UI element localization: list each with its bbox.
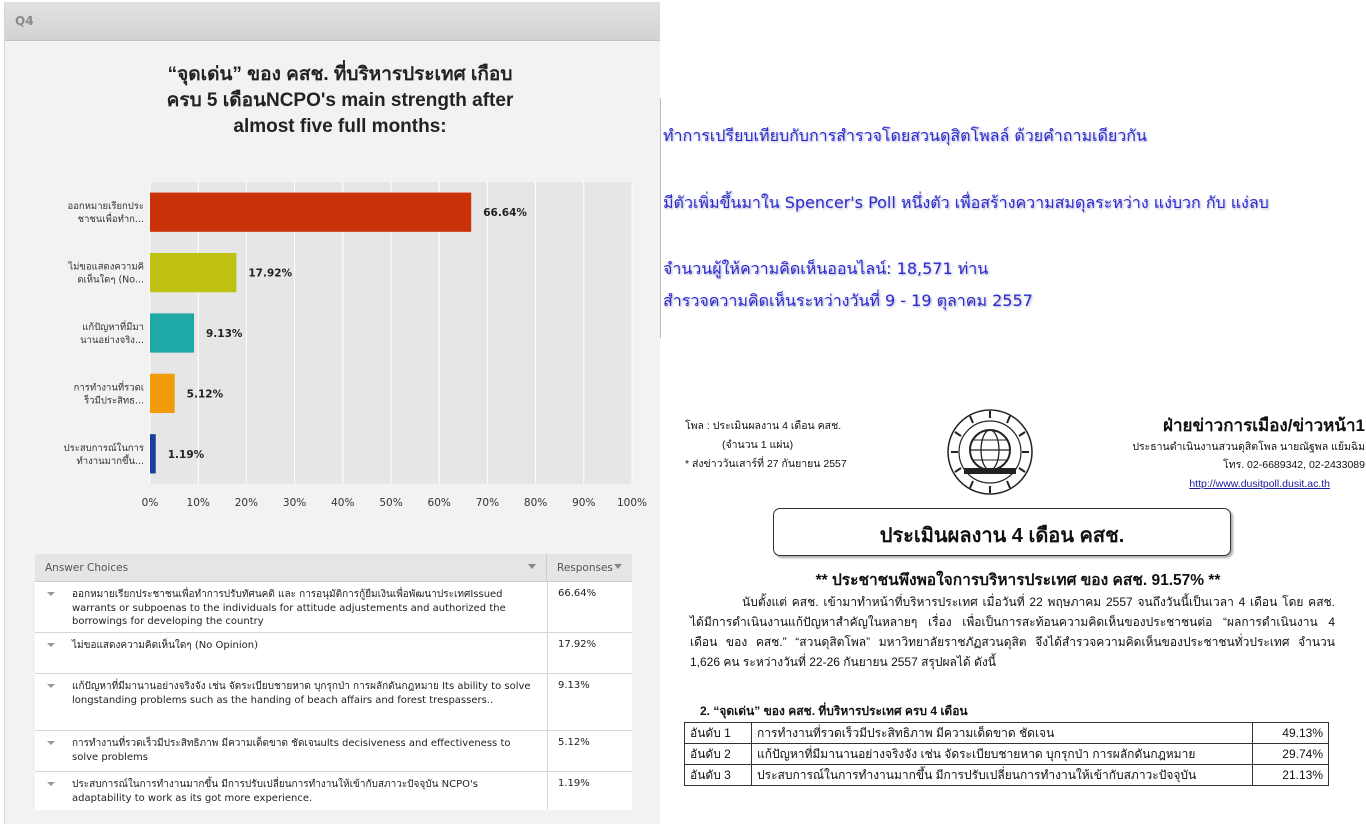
headline-box — [773, 508, 1231, 556]
chart-title — [115, 62, 565, 140]
x-tick-label: 80% — [523, 497, 548, 509]
category-label — [64, 442, 144, 467]
rank-label: อันดับ 1 — [685, 723, 752, 744]
table-row — [35, 633, 632, 674]
press-release-body: นับตั้งแต่ คสช. เข้ามาทำหน้าที่บริหารประเทศ เมื่อวันที่ 22 พฤษภาคม 2557 จนถึงวันนี้เป็นเวลา 4 เดือน โดย คสช. ได้มีการดำเนินงานแก้ปัญหาสำคัญในหลายๆ เรื่อง เพื่อเป็นการสะท้อนความคิดเห็นของประชาชนต่อ “ผลการดำเนินงาน 4 เดือน ของ คสช.” “สวนดุสิตโพล” มหาวิทยาลัยราชภัฏสวนดุสิต จึงได้สำรวจความคิดเห็นของประชาชนทั่วประเทศ จำนวน 1,626 คน ระหว่างวันที่ 22-26 กันยายน 2557 สรุปผลได้ ดังนี้ — [690, 595, 1335, 669]
department-title: ฝ่ายข่าวการเมือง/ข่าวหน้า1 — [1163, 416, 1365, 435]
data-label: 9.13% — [206, 328, 243, 340]
expand-row-icon[interactable] — [47, 643, 55, 647]
table-row — [685, 723, 1329, 744]
category-label-line: ออกหมายเรียกประ — [67, 201, 144, 213]
x-tick-label: 100% — [616, 497, 648, 509]
table-row — [35, 772, 632, 810]
bar-chart — [5, 172, 660, 517]
answer-table — [35, 554, 632, 810]
x-tick-label: 20% — [234, 497, 259, 509]
chart-title-line: ครบ 5 เดือนNCPO's main strength after — [166, 90, 514, 111]
answer-choice-text: ออกหมายเรียกประชาชนเพื่อทำการปรับทัศนคติ และ การอนุมัติการกู้ยืมเงินเพื่อพัฒนาประเทศIssued warrants or subpoenas to the individuals for attitude adjustements and authorized the borrowings for developing the country — [72, 589, 506, 627]
response-cell — [547, 731, 633, 771]
category-label — [80, 320, 144, 346]
chart-title-line: “จุดเด่น” ของ คสช. ที่บริหารประเทศ เกือบ — [167, 64, 513, 85]
category-label-line: ชาชนเพื่อทำก... — [77, 214, 144, 226]
responses-column-header[interactable] — [547, 554, 632, 581]
rank-label: อันดับ 3 — [685, 765, 752, 786]
expand-row-icon[interactable] — [47, 684, 55, 688]
chart-title-line: almost five full months: — [233, 116, 447, 137]
category-label — [74, 380, 144, 406]
bar — [150, 193, 471, 232]
poll-info-line: (จำนวน 1 แผ่น) — [722, 439, 794, 451]
answer-choice-text: แก้ปัญหาที่มีมานานอย่างจริงจัง เช่น จัดระเบียบชายหาด บุกรุกป่า การผลักดันกฎหมาย Its ability to solve longstanding problems such as the handing of beach affairs and forest trespassers.. — [72, 681, 531, 706]
data-label: 17.92% — [248, 267, 293, 280]
response-cell — [547, 772, 633, 810]
department-info — [1095, 414, 1365, 494]
answer-choice-text: ประสบการณ์ในการทำงานมากขึ้น มีการปรับเปลี่ยนการทำงานให้เข้ากับสภาวะปัจจุบัน NCPO's adaptability to work as its got more experience. — [72, 779, 478, 804]
comparison-line: จำนวนผู้ให้ความคิดเห็นออนไลน์: 18,571 ท่าน — [663, 259, 989, 278]
poll-info — [685, 417, 885, 474]
category-label-line: นานอย่างจริง... — [80, 335, 144, 346]
data-label: 1.19% — [167, 448, 205, 461]
data-label: 66.64% — [483, 207, 527, 220]
x-tick-label: 30% — [282, 497, 307, 509]
responses-header-label: Responses — [557, 562, 613, 574]
rank-label: อันดับ 2 — [685, 744, 752, 765]
rank-text: ประสบการณ์ในการทำงานมากขึ้น มีการปรับเปลี่ยนการทำงานให้เข้ากับสภาวะปัจจุบัน — [752, 765, 1253, 786]
comparison-notes — [660, 98, 1366, 338]
comparison-line: สำรวจความคิดเห็นระหว่างวันที่ 9 - 19 ตุลาคม 2557 — [663, 291, 1033, 310]
press-release — [670, 400, 1366, 824]
response-cell — [547, 582, 633, 632]
answer-choice-text: การทำงานที่รวดเร็วมีประสิทธิภาพ มีความเด็ดขาด ชัดเจนults decisiveness and effectiveness to solve problems — [72, 738, 511, 763]
response-cell — [547, 674, 633, 730]
comparison-line: มีตัวเพิ่มขึ้นมาใน Spencer's Poll หนึ่งตัว เพื่อสร้างความสมดุลระหว่าง แง่บวก กับ แง่ลบ — [663, 193, 1269, 212]
expand-row-icon[interactable] — [47, 741, 55, 745]
poll-info-line: โพล : ประเมินผลงาน 4 เดือน คสช. — [685, 420, 842, 432]
bar — [150, 253, 236, 292]
sort-down-icon[interactable] — [614, 564, 622, 569]
data-label: 5.12% — [186, 388, 224, 401]
category-label-line: ร็วมีประสิทธ... — [84, 395, 144, 407]
answer-table-header — [35, 554, 632, 582]
category-label-line: ทำงานมากขึ้น... — [76, 455, 144, 467]
department-phone: โทร. 02-6689342, 02-2433089 — [1223, 459, 1365, 471]
website-link[interactable]: http://www.dusitpoll.dusit.ac.th — [1189, 478, 1330, 490]
response-value: 17.92% — [558, 639, 597, 650]
table-row — [685, 744, 1329, 765]
comparison-line: ทำการเปรียบเทียบกับการสำรวจโดยสวนดุสิตโพลล์ ด้วยคำถามเดียวกัน — [663, 126, 1147, 145]
table-row — [685, 765, 1329, 786]
department-director: ประธานดำเนินงานสวนดุสิตโพล นายณัฐพล แย้มฉิม — [1132, 441, 1365, 453]
rank-value: 21.13% — [1253, 765, 1329, 786]
headline: ประเมินผลงาน 4 เดือน คสช. — [879, 525, 1125, 547]
rank-value: 29.74% — [1253, 744, 1329, 765]
category-label — [67, 261, 144, 286]
answer-choice-text: ไม่ขอแสดงความคิดเห็นใดๆ (No Opinion) — [72, 640, 259, 651]
category-label-line: ไม่ขอแสดงความคิ — [68, 261, 144, 273]
expand-row-icon[interactable] — [47, 782, 55, 786]
rank-text: การทำงานที่รวดเร็วมีประสิทธิภาพ มีความเด็ดขาด ชัดเจน — [752, 723, 1253, 744]
sort-down-icon[interactable] — [528, 564, 536, 569]
response-value: 1.19% — [558, 778, 590, 789]
answer-choices-header-label: Answer Choices — [45, 562, 129, 574]
x-tick-label: 10% — [186, 497, 210, 509]
bar — [150, 374, 175, 413]
x-tick-label: 0% — [141, 497, 159, 509]
category-label-line: ดเห็นใดๆ (No... — [77, 274, 144, 286]
bar — [150, 313, 194, 352]
category-label — [68, 200, 145, 225]
survey-panel — [4, 2, 660, 824]
category-label-line: การทำงานที่รวดเ — [73, 382, 144, 394]
table-row — [35, 731, 632, 772]
x-tick-label: 90% — [572, 497, 596, 509]
rank-value: 49.13% — [1253, 723, 1329, 744]
response-value: 66.64% — [558, 588, 597, 599]
suan-dusit-university-seal-icon — [942, 406, 1038, 498]
section-title: 2. “จุดเด่น” ของ คสช. ที่บริหารประเทศ ครบ 4 เดือน — [700, 704, 968, 718]
category-label-line: แก้ปัญหาที่มีมา — [82, 322, 144, 333]
response-cell — [547, 633, 633, 673]
ranking-table — [684, 722, 1329, 786]
x-tick-label: 60% — [427, 497, 451, 509]
poll-info-line: * ส่งข่าววันเสาร์ที่ 27 กันยายน 2557 — [685, 458, 847, 470]
x-tick-label: 50% — [379, 497, 403, 509]
x-tick-label: 40% — [331, 497, 355, 509]
x-tick-label: 70% — [475, 497, 500, 509]
table-row — [35, 582, 632, 633]
question-header — [5, 2, 660, 41]
category-label-line: ประสบการณ์ในการ — [63, 442, 144, 454]
table-row — [35, 674, 632, 731]
response-value: 5.12% — [558, 737, 590, 748]
answer-choices-column-header[interactable] — [35, 554, 547, 581]
question-label: Q4 — [15, 14, 34, 28]
bar — [150, 434, 156, 473]
response-value: 9.13% — [558, 680, 590, 691]
expand-row-icon[interactable] — [47, 592, 55, 596]
rank-text: แก้ปัญหาที่มีมานานอย่างจริงจัง เช่น จัดระเบียบชายหาด บุกรุกป่า การผลักดันกฎหมาย — [752, 744, 1253, 765]
subheadline: ** ประชาชนพึงพอใจการบริหารประเทศ ของ คสช. 91.57% ** — [815, 572, 1221, 589]
